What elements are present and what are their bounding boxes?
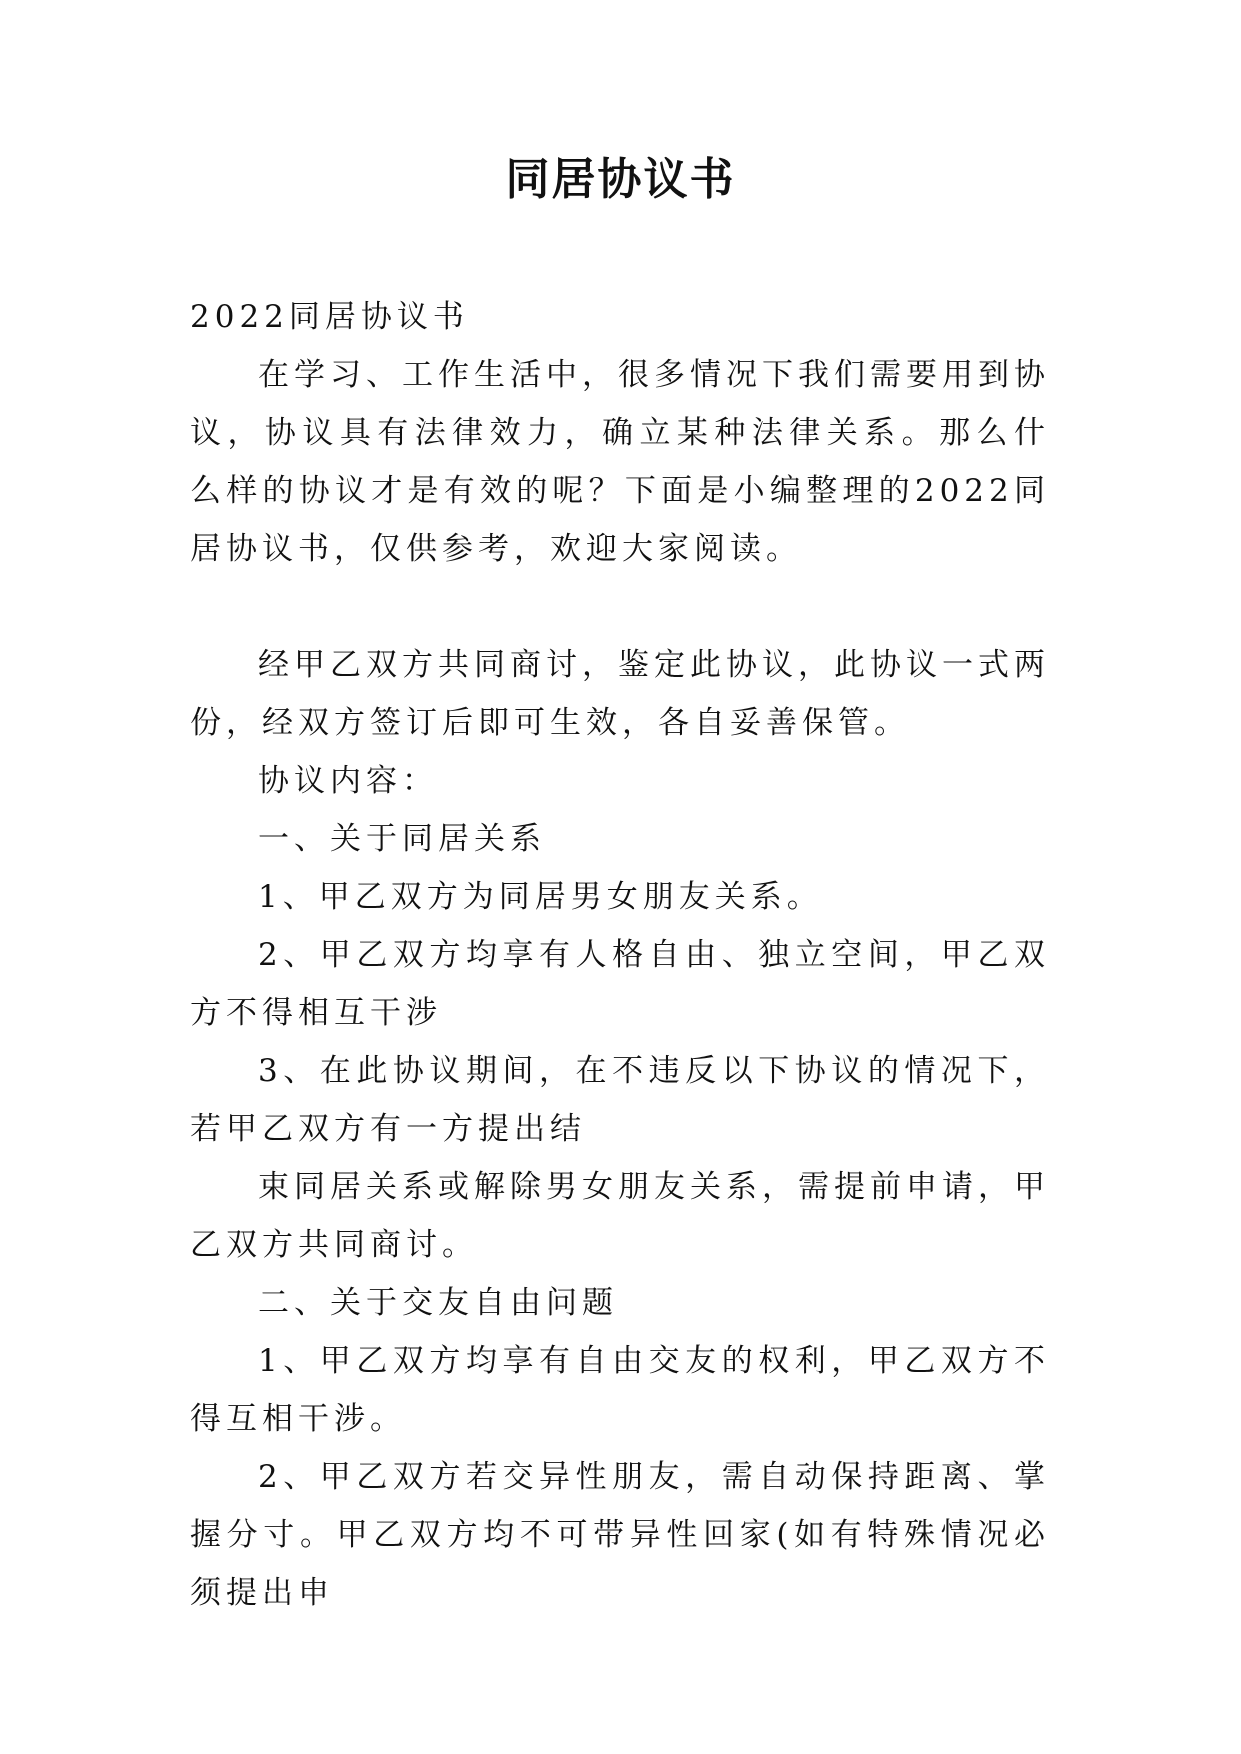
section-heading-cohabitation: 一、关于同居关系 [258, 821, 546, 857]
section-heading-friendship: 二、关于交友自由问题 [258, 1285, 618, 1321]
document-subtitle: 2022同居协议书 [190, 299, 469, 335]
clause-2-1: 1、甲乙双方均享有自由交友的权利，甲乙双方不得互相干涉。 [190, 1343, 1050, 1437]
agreement-preamble: 经甲乙双方共同商讨，鉴定此协议，此协议一式两份，经双方签订后即可生效，各自妥善保管。 [190, 647, 1050, 741]
document-title: 同居协议书 [505, 154, 736, 205]
document-body [190, 288, 1050, 1622]
clause-1-3-continued: 束同居关系或解除男女朋友关系，需提前申请，甲乙双方共同商讨。 [190, 1169, 1050, 1263]
clause-1-1: 1、甲乙双方为同居男女朋友关系。 [258, 879, 823, 915]
intro-paragraph: 在学习、工作生活中，很多情况下我们需要用到协议，协议具有法律效力，确立某种法律关系。那么什么样的协议才是有效的呢？下面是小编整理的2022同居协议书，仅供参考，欢迎大家阅读。 [190, 357, 1050, 567]
agreement-content-label: 协议内容： [258, 763, 438, 799]
clause-2-2: 2、甲乙双方若交异性朋友，需自动保持距离、掌握分寸。甲乙双方均不可带异性回家(如有特殊情况必须提出申 [190, 1459, 1050, 1611]
clause-1-2: 2、甲乙双方均享有人格自由、独立空间，甲乙双方不得相互干涉 [190, 937, 1050, 1031]
clause-1-3: 3、在此协议期间，在不违反以下协议的情况下，若甲乙双方有一方提出结 [190, 1053, 1050, 1147]
